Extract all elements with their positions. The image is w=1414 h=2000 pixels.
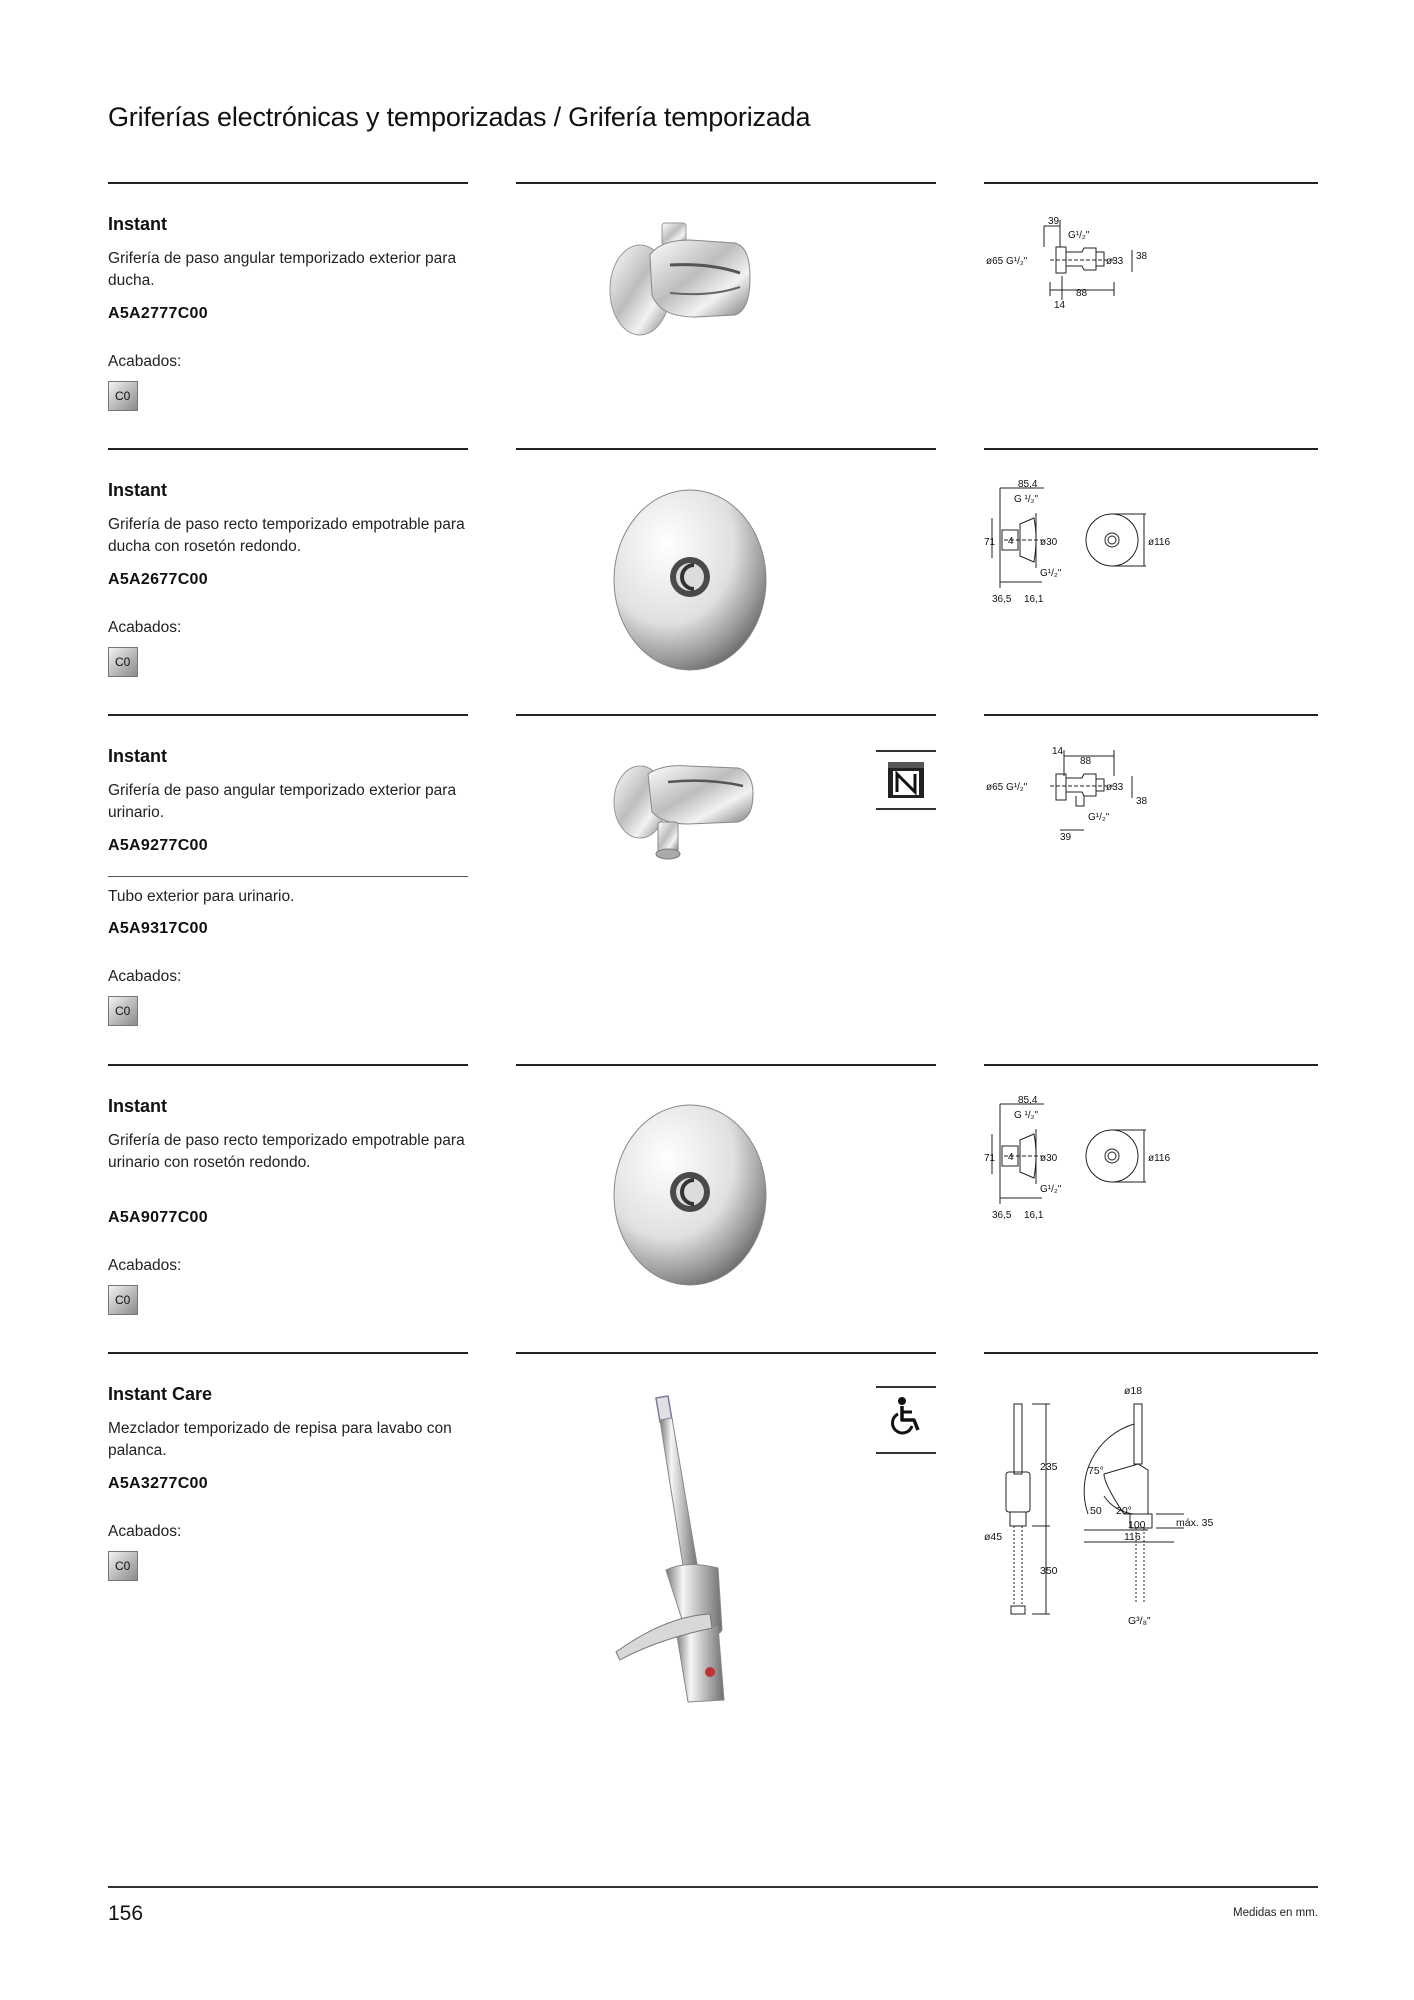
dim-label: G¹/₂" bbox=[1040, 1184, 1062, 1195]
badge-rule bbox=[876, 1386, 936, 1388]
dim-label: 100 bbox=[1128, 1519, 1146, 1531]
page-number: 156 bbox=[108, 1902, 144, 1925]
dim-label: 4 bbox=[1008, 536, 1014, 547]
product-name: Instant bbox=[108, 214, 168, 234]
section-rule bbox=[984, 1064, 1318, 1066]
dim-label: G¹/₂" bbox=[1088, 812, 1110, 823]
units-note: Medidas en mm. bbox=[1232, 1907, 1318, 1919]
dim-label: 14 bbox=[1054, 300, 1066, 311]
finishes-label: Acabados: bbox=[108, 619, 182, 636]
dim-label: 36,5 bbox=[992, 594, 1012, 605]
dim-label: G¹/₂" bbox=[1068, 230, 1090, 241]
product-name: Instant bbox=[108, 746, 168, 766]
section-rule bbox=[108, 1064, 468, 1066]
dim-label: ø30 bbox=[1040, 537, 1058, 548]
dim-label: 16,1 bbox=[1024, 1210, 1044, 1221]
dim-label: ø65 G¹/₂" bbox=[986, 256, 1028, 267]
accessory-description: Tubo exterior para urinario. bbox=[108, 888, 295, 905]
dim-label: ø116 bbox=[1148, 1153, 1171, 1164]
dim-label: 88 bbox=[1080, 756, 1092, 767]
dim-label: 39 bbox=[1060, 832, 1072, 843]
recessed-valve-shower-image bbox=[610, 485, 770, 675]
dim-label: 85,4 bbox=[1018, 1095, 1038, 1106]
dim-label: 38 bbox=[1136, 251, 1148, 262]
finishes-label: Acabados: bbox=[108, 968, 182, 985]
product-name: Instant bbox=[108, 1096, 168, 1116]
recessed-valve-urinal-image bbox=[610, 1100, 770, 1290]
angular-valve-urinal-image bbox=[608, 752, 758, 862]
dim-label: ø65 G¹/₂" bbox=[986, 782, 1028, 793]
footer-rule bbox=[108, 1886, 1318, 1888]
angular-valve-shower-image bbox=[600, 215, 760, 345]
dim-label: 85,4 bbox=[1018, 479, 1038, 490]
dim-label: ø116 bbox=[1148, 537, 1171, 548]
dim-label: 14 bbox=[1052, 746, 1064, 757]
product-description: Grifería de paso angular temporizado exterior para ducha. bbox=[108, 250, 457, 289]
dim-label: 235 bbox=[1040, 1461, 1058, 1473]
product-description: Grifería de paso recto temporizado empotrable para ducha con rosetón redondo. bbox=[108, 516, 465, 555]
dim-label: ø33 bbox=[1106, 256, 1124, 267]
dim-label: 71 bbox=[984, 537, 996, 548]
page-title: Griferías electrónicas y temporizadas / Grifería temporizada bbox=[108, 102, 811, 132]
dim-label: ø30 bbox=[1040, 1153, 1058, 1164]
product-code: A5A2677C00 bbox=[108, 571, 208, 588]
product-description: Grifería de paso angular temporizado exterior para urinario. bbox=[108, 782, 457, 821]
basin-mixer-lever-image bbox=[606, 1390, 776, 1710]
section-rule bbox=[516, 1352, 936, 1354]
dim-label: 4 bbox=[1008, 1152, 1014, 1163]
product-code: A5A2777C00 bbox=[108, 305, 208, 322]
dimension-drawing-5 bbox=[984, 1384, 1244, 1634]
section-rule bbox=[108, 1352, 468, 1354]
dim-label: 75° bbox=[1088, 1465, 1104, 1477]
dim-label: ø45 bbox=[984, 1531, 1003, 1543]
dim-label: ø18 bbox=[1124, 1385, 1143, 1397]
dim-label: 38 bbox=[1136, 796, 1148, 807]
anti-vandal-badge-icon bbox=[888, 762, 924, 798]
finish-swatch-chrome: C0 bbox=[108, 1285, 138, 1315]
section-rule bbox=[516, 1064, 936, 1066]
dim-label: G³/₈" bbox=[1128, 1615, 1151, 1627]
dim-label: 116 bbox=[1124, 1531, 1141, 1543]
dim-label: G ¹/₂" bbox=[1014, 494, 1039, 505]
dim-label: ø33 bbox=[1106, 782, 1124, 793]
dim-label: 50 bbox=[1090, 1505, 1102, 1517]
product-description: Mezclador temporizado de repisa para lavabo con palanca. bbox=[108, 1420, 452, 1459]
section-rule bbox=[108, 714, 468, 716]
sub-rule bbox=[108, 876, 468, 877]
dimension-drawing-2 bbox=[984, 478, 1184, 608]
product-name: Instant bbox=[108, 480, 168, 500]
dimension-drawing-3 bbox=[984, 746, 1184, 846]
finishes-label: Acabados: bbox=[108, 353, 182, 370]
finish-swatch-chrome: C0 bbox=[108, 996, 138, 1026]
dim-label: 71 bbox=[984, 1153, 996, 1164]
dim-label: 20° bbox=[1116, 1505, 1132, 1517]
dimension-drawing-4 bbox=[984, 1094, 1184, 1224]
dim-label: G ¹/₂" bbox=[1014, 1110, 1039, 1121]
dim-label: 350 bbox=[1040, 1565, 1058, 1577]
section-rule bbox=[984, 714, 1318, 716]
section-rule bbox=[984, 1352, 1318, 1354]
dim-label: 88 bbox=[1076, 288, 1088, 299]
dim-label: 16,1 bbox=[1024, 594, 1044, 605]
section-rule bbox=[108, 448, 468, 450]
finish-swatch-chrome: C0 bbox=[108, 381, 138, 411]
badge-rule bbox=[876, 1452, 936, 1454]
section-rule bbox=[516, 714, 936, 716]
dim-label: 39 bbox=[1048, 216, 1060, 227]
section-rule bbox=[108, 182, 468, 184]
finish-swatch-chrome: C0 bbox=[108, 1551, 138, 1581]
product-name: Instant Care bbox=[108, 1384, 213, 1404]
accessory-code: A5A9317C00 bbox=[108, 920, 208, 937]
badge-rule bbox=[876, 808, 936, 810]
product-description: Grifería de paso recto temporizado empotrable para urinario con rosetón redondo. bbox=[108, 1132, 465, 1171]
wheelchair-accessible-icon bbox=[886, 1396, 926, 1436]
finishes-label: Acabados: bbox=[108, 1257, 182, 1274]
finish-swatch-chrome: C0 bbox=[108, 647, 138, 677]
finishes-label: Acabados: bbox=[108, 1523, 182, 1540]
section-rule bbox=[984, 182, 1318, 184]
dim-label: G¹/₂" bbox=[1040, 568, 1062, 579]
product-code: A5A9277C00 bbox=[108, 837, 208, 854]
section-rule bbox=[516, 448, 936, 450]
dimension-drawing-1 bbox=[984, 212, 1184, 312]
product-code: A5A9077C00 bbox=[108, 1209, 208, 1226]
dim-label: 36,5 bbox=[992, 1210, 1012, 1221]
badge-rule bbox=[876, 750, 936, 752]
section-rule bbox=[516, 182, 936, 184]
product-code: A5A3277C00 bbox=[108, 1475, 208, 1492]
section-rule bbox=[984, 448, 1318, 450]
dim-label: máx. 35 bbox=[1176, 1517, 1214, 1529]
